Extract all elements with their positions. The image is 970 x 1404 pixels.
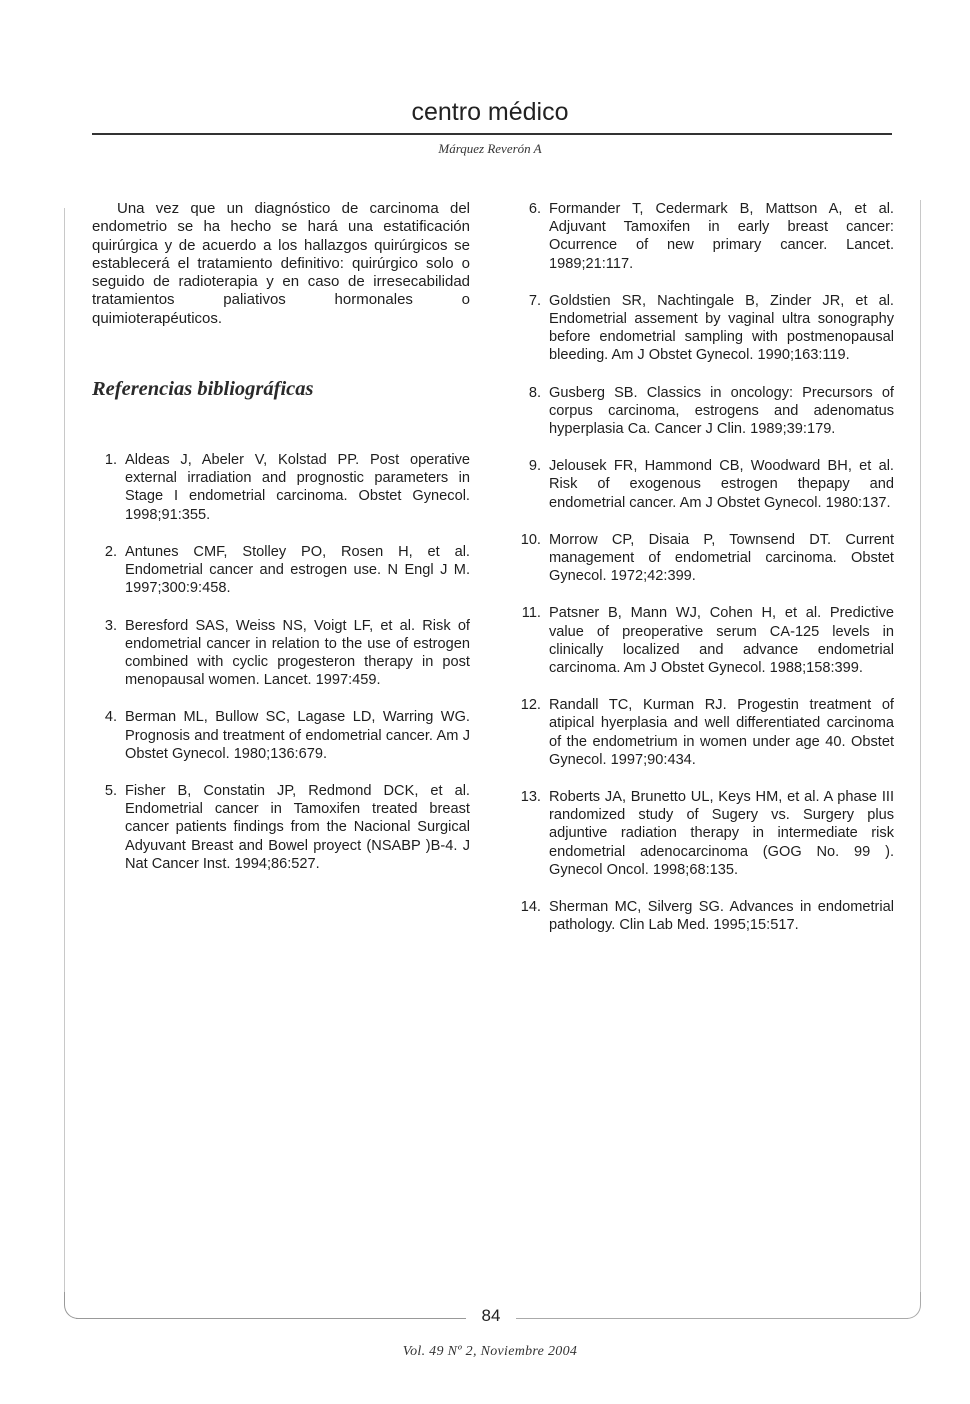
reference-number: 11. (521, 605, 541, 622)
right-column (512, 200, 894, 954)
reference-number: 1. (104, 452, 117, 469)
header-rule (92, 133, 892, 135)
reference-number: 8. (528, 384, 541, 401)
footer-issue: Vol. 49 Nº 2, Noviembre 2004 (402, 1344, 578, 1359)
bottom-rule-left (76, 1318, 466, 1319)
reference-item (512, 457, 894, 512)
reference-text: Gusberg SB. Classics in oncology: Precursors of corpus carcinoma, estrogens and adenomatus hyperplasia Ca. Cancer J Clin. 1989;39:179. (549, 384, 894, 438)
reference-number: 6. (528, 201, 541, 217)
author-line: Márquez Reverón A (438, 141, 542, 156)
reference-number: 2. (104, 543, 117, 560)
section-heading: Referencias bibliográficas (92, 378, 314, 401)
reference-item (512, 531, 894, 586)
reference-item (512, 292, 894, 365)
reference-text: Randall TC, Kurman RJ. Progestin treatment of atipical hyerplasia and well differentiated carcinoma of the endometrium in women under age 40. Obstet Gynecol. 1997;90:434. (549, 697, 894, 768)
intro-paragraph: Una vez que un diagnóstico de carcinoma del endometrio se ha hecho se hará una estatificación quirúrgica y de acuerdo a los hallazgos quirúrgicos se establecerá el tratamiento definitivo: quirúrgico solo o seguido de radioterapia y en caso de irresecabilidad tratamientos paliativos hormonales o quimioterapéuticos. (92, 200, 470, 327)
frame-corner-left (64, 1292, 79, 1319)
page-frame-left (64, 208, 65, 1293)
reference-text: Goldstien SR, Nachtingale B, Zinder JR, et al. Endometrial assement by vaginal ultra sonography before endometrial sampling with postmenopausal bleeding. Am J Obstet Gynecol. 1990;163:119. (549, 292, 894, 364)
left-column (92, 200, 470, 892)
reference-text: Morrow CP, Disaia P, Townsend DT. Current management of endometrial carcinoma. Obstet Gynecol. 1972;42:399. (549, 531, 894, 585)
reference-text: Berman ML, Bullow SC, Lagase LD, Warring WG. Prognosis and treatment of endometrial cancer. Am J Obstet Gynecol. 1980;136:679. (125, 709, 470, 762)
reference-number: 5. (104, 782, 117, 799)
reference-text: Jelousek FR, Hammond CB, Woodward BH, et al. Risk of exogenous estrogen thepapy and endometrial cancer. Am J Obstet Gynecol. 1980:137. (549, 458, 894, 511)
reference-number: 10. (520, 531, 541, 548)
reference-number: 14. (520, 899, 541, 916)
reference-text: Beresford SAS, Weiss NS, Voigt LF, et al. Risk of endometrial cancer in relation to the use of estrogen combined with cyclic progesteron therapy in post menopausal women. Lancet. 1997:459. (125, 617, 470, 689)
reference-text: Sherman MC, Silverg SG. Advances in endometrial pathology. Clin Lab Med. 1995;15:517. (549, 899, 894, 934)
reference-item (512, 604, 894, 677)
reference-item (92, 451, 470, 524)
page-number: 84 (481, 1306, 501, 1325)
reference-item (512, 384, 894, 439)
bottom-rule-right (516, 1318, 908, 1319)
reference-text: Roberts JA, Brunetto UL, Keys HM, et al. A phase III randomized study of Sugery vs. Surgery plus adjuntive radiation therapy in intermediate risk endometrial adenocarcinoma (GOG No. 99 ). Gynecol Oncol. 1998;68:135. (549, 789, 894, 878)
reference-list-right (512, 200, 894, 935)
reference-text: Aldeas J, Abeler V, Kolstad PP. Post operative external irradiation and prognostic parameters in Stage I endometrial carcinoma. Obstet Gynecol. 1998;91:355. (125, 452, 470, 523)
reference-list-left (92, 451, 470, 873)
journal-title: centro médico (411, 98, 569, 126)
reference-text: Fisher B, Constatin JP, Redmond DCK, et al. Endometrial cancer in Tamoxifen treated breast cancer patients findings from the Nacional Surgical Adyuvant Breast and Bowel proyect (NSABP )B-4. J Nat Cancer Inst. 1994;86:527. (125, 782, 470, 872)
frame-corner-right (906, 1292, 921, 1319)
reference-item (92, 543, 470, 598)
reference-item (512, 200, 894, 273)
reference-item (512, 788, 894, 879)
reference-item (92, 708, 470, 763)
reference-number: 7. (528, 292, 541, 309)
reference-text: Formander T, Cedermark B, Mattson A, et al. Adjuvant Tamoxifen in early breast cancer: Ocurrence of new primary cancer. Lancet. 1989;21:117. (549, 201, 894, 272)
reference-number: 12. (520, 697, 541, 714)
reference-text: Patsner B, Mann WJ, Cohen H, et al. Predictive value of preoperative serum CA-125 levels in clinically localized and advance endometrial carcinoma. Am J Obstet Gynecol. 1988;158:399. (549, 605, 894, 677)
reference-number: 9. (528, 458, 541, 475)
reference-item (512, 898, 894, 934)
reference-item (92, 782, 470, 873)
page-frame-right (920, 200, 921, 1295)
reference-number: 3. (104, 617, 117, 634)
reference-item (512, 696, 894, 769)
reference-text: Antunes CMF, Stolley PO, Rosen H, et al. Endometrial cancer and estrogen use. N Engl J M. 1997;300:9:458. (125, 543, 470, 597)
reference-item (92, 617, 470, 690)
reference-number: 13. (520, 789, 541, 806)
reference-number: 4. (104, 709, 117, 726)
